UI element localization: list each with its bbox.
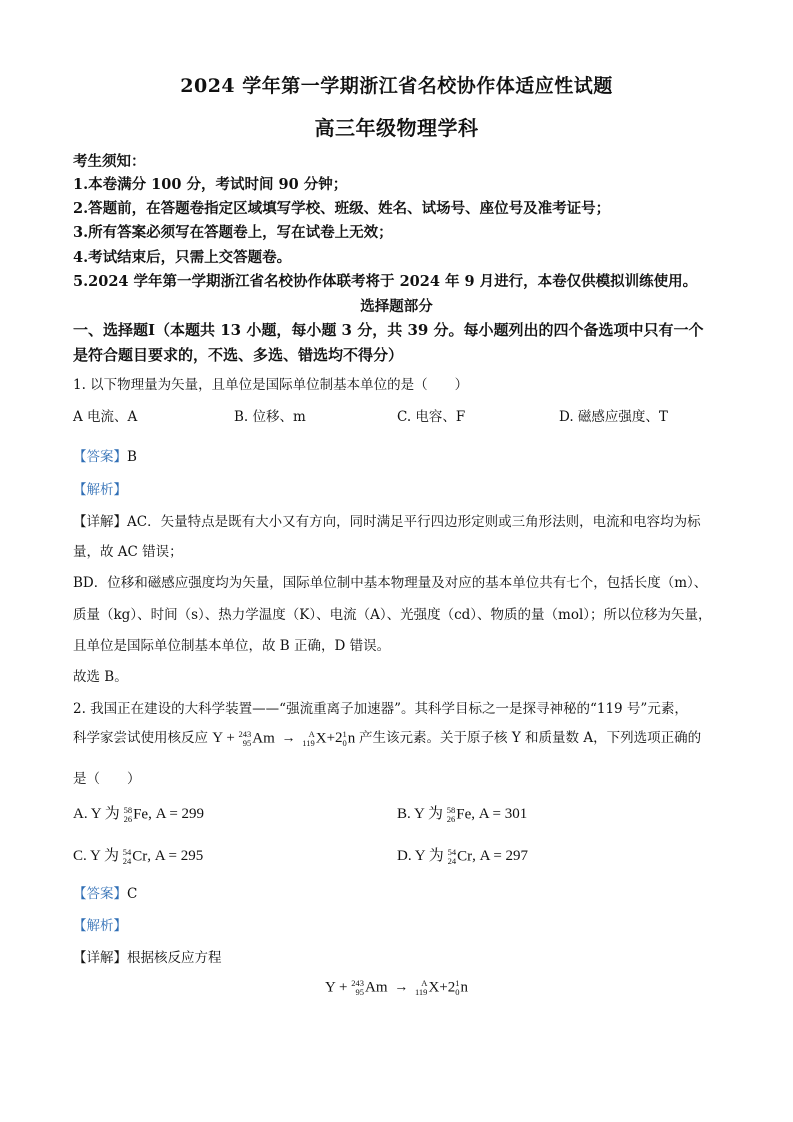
q2-option-b: B. Y 为 58 26 Fe, A = 301	[397, 804, 528, 824]
q1-option-b: B. 位移、m	[234, 409, 306, 425]
q2-reaction-equation: Y + 243 95 Am → A 119 X+2 1 0 n	[325, 978, 468, 997]
q2-analysis-tag: 【解析】	[73, 918, 127, 934]
q1-detail-line3: BD．位移和磁感应强度均为矢量，国际单位制中基本物理量及对应的基本单位共有七个，包括长度（m）、	[73, 575, 708, 591]
q2-answer-value: C	[127, 886, 138, 902]
notice-item-3: 3.所有答案必须写在答题卷上，写在试卷上无效；	[73, 224, 393, 241]
notice-item-4: 4.考试结束后，只需上交答题卷。	[73, 249, 292, 266]
detail-tag: 【详解】	[73, 514, 127, 530]
q1-conclusion: 故选 B。	[73, 669, 128, 685]
q1-stem: 1. 以下物理量为矢量，且单位是国际单位制基本单位的是（ ）	[73, 377, 469, 393]
exam-title: 2024 学年第一学期浙江省名校协作体适应性试题	[180, 75, 613, 97]
q2-option-c: C. Y 为 54 24 Cr, A = 295	[73, 846, 204, 866]
section-title: 选择题部分	[360, 298, 433, 315]
q2-detail-line1: 【详解】根据核反应方程	[73, 950, 222, 966]
part1-instructions-line2: 是符合题目要求的，不选、多选、错选均不得分）	[73, 346, 404, 364]
q1-answer	[73, 445, 137, 465]
q2-option-a: A. Y 为 58 26 Fe, A = 299	[73, 804, 205, 824]
q1-detail-line5: 且单位是国际单位制基本单位，故 B 正确，D 错误。	[73, 638, 391, 654]
answer-tag: 【答案】	[73, 449, 127, 465]
reaction-arrow: →	[281, 730, 296, 746]
q1-analysis-tag: 【解析】	[73, 482, 127, 498]
notice-heading: 考生须知：	[73, 153, 146, 170]
exam-subtitle: 高三年级物理学科	[314, 116, 479, 140]
element-x-nuclide: A 119 X	[302, 728, 327, 748]
q1-option-c: C. 电容、F	[397, 409, 466, 425]
q2-stem-line1: 2. 我国正在建设的大科学装置——“强流重离子加速器”。其科学目标之一是探寻神秘的“119 号”元素，	[73, 701, 688, 717]
part1-instructions-line1: 一、选择题Ⅰ（本题共 13 小题，每小题 3 分，共 39 分。每小题列出的四个备选项中只有一个	[73, 321, 704, 339]
q1-detail-line2: 量，故 AC 错误；	[73, 544, 183, 560]
answer-tag: 【答案】	[73, 886, 127, 902]
q1-detail-line1: 【详解】AC．矢量特点是既有大小又有方向，同时满足平行四边形定则或三角形法则，电流和电容均为标	[73, 514, 701, 530]
neutron-nuclide: 1 0 n	[342, 728, 356, 748]
q2-answer	[73, 882, 137, 902]
q2-stem-line2: 科学家尝试使用核反应 Y + 243 95 Am → A 119 X+2 1 0 n 产生该元素。关于原子核 Y 和质量数 A，下列选项正确的	[73, 728, 702, 748]
q1-detail-line4: 质量（kg）、时间（s）、热力学温度（K）、电流（A）、光强度（cd）、物质的量（mol）；所以位移为矢量，	[73, 607, 712, 623]
q2-inline-reaction: Y + 243 95 Am → A 119 X+2 1 0 n	[212, 728, 356, 748]
notice-item-5: 5.2024 学年第一学期浙江省名校协作体联考将于 2024 年 9 月进行，本卷仅供模拟训练使用。	[73, 273, 698, 290]
detail-tag: 【详解】	[73, 950, 127, 966]
q1-option-a: A 电流、A	[73, 409, 138, 425]
notice-item-1: 1.本卷满分 100 分，考试时间 90 分钟；	[73, 176, 348, 193]
q1-answer-value: B	[127, 449, 137, 465]
q2-option-d: D. Y 为 54 24 Cr, A = 297	[397, 846, 529, 866]
notice-item-2: 2.答题前，在答题卷指定区域填写学校、班级、姓名、试场号、座位号及准考证号；	[73, 200, 611, 217]
americium-nuclide: 243 95 Am	[238, 728, 275, 748]
q1-option-d: D. 磁感应强度、T	[559, 409, 668, 425]
q2-stem-line3: 是（ ）	[73, 771, 141, 787]
